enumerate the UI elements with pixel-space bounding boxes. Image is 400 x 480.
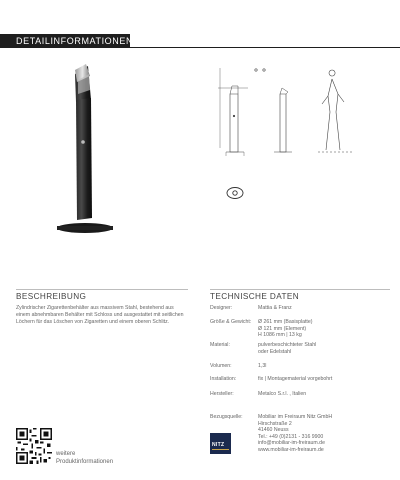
qr-code-icon[interactable] [16,428,52,464]
spec-label: Volumen: [210,363,232,369]
supplier-email-link[interactable]: info@mobiliar-im-freiraum.de [258,440,325,447]
spec-value-line: oder Edelstahl [258,348,292,355]
section-header [0,34,134,48]
specs-rule [210,289,390,290]
spec-value [258,376,390,383]
description-rule [16,289,188,290]
nitz-logo-text: NITZ [212,442,225,448]
dimension-sketch [218,64,368,160]
spec-value [258,342,390,355]
spec-value-line: Ø 121 mm (Element) [258,325,307,332]
spec-value [258,305,390,312]
spec-value [258,414,390,454]
section-header-title: DETAILINFORMATIONEN [16,36,134,46]
qr-caption-line: weitere [56,451,76,457]
spec-label: Größe & Gewicht: [210,319,252,325]
specs-title: TECHNISCHE DATEN [210,292,300,301]
spec-value [258,363,390,370]
spec-value-line: fix | Montagematerial vorgebohrt [258,376,333,382]
qr-caption-line: Produktinformationen [56,459,114,465]
supplier-city: 41460 Neuss [258,427,289,434]
eye-icon [226,186,244,200]
spec-label: Hersteller: [210,391,234,397]
header-rule [130,47,400,48]
qr-caption [56,450,113,466]
spec-value [258,391,390,398]
spec-value-line: H 1086 mm | 13 kg [258,332,302,339]
product-image [56,60,116,244]
description-text: Zylindrischer Zigarettenbehälter aus massivem Stahl, bestehend aus einem abnehmbaren Behälter mit Schloss und ausgestattet mit seitlichen Löchern für das Löschen von Zigaretten und einem oberen Schlitz. [16,305,184,325]
spec-value-line: Mattia & Franz [258,305,292,311]
supplier-website-link[interactable]: www.mobiliar-im-freiraum.de [258,446,324,453]
spec-value [258,319,390,339]
spec-value-line: Ø 261 mm (Basisplatte) [258,319,313,325]
nitz-logo [210,433,231,454]
spec-value-line: pulverbeschichteter Stahl [258,342,317,348]
spec-value-line: 1,3l [258,363,267,369]
supplier-name: Mobiliar im Freiraum Nitz GmbH [258,414,333,420]
supplier-street: Hirschstraße 2 [258,420,292,427]
nitz-logo-bar [212,449,229,450]
spec-label: Bezugsquelle: [210,414,243,420]
spec-value-line: Metalco S.r.l. , Italien [258,391,307,397]
description-title: BESCHREIBUNG [16,292,87,301]
spec-label: Material: [210,342,230,348]
supplier-phone: Tel.: +49 (0)2131 - 316 9900 [258,433,324,440]
spec-label: Installation: [210,376,237,382]
spec-label: Designer: [210,305,233,311]
